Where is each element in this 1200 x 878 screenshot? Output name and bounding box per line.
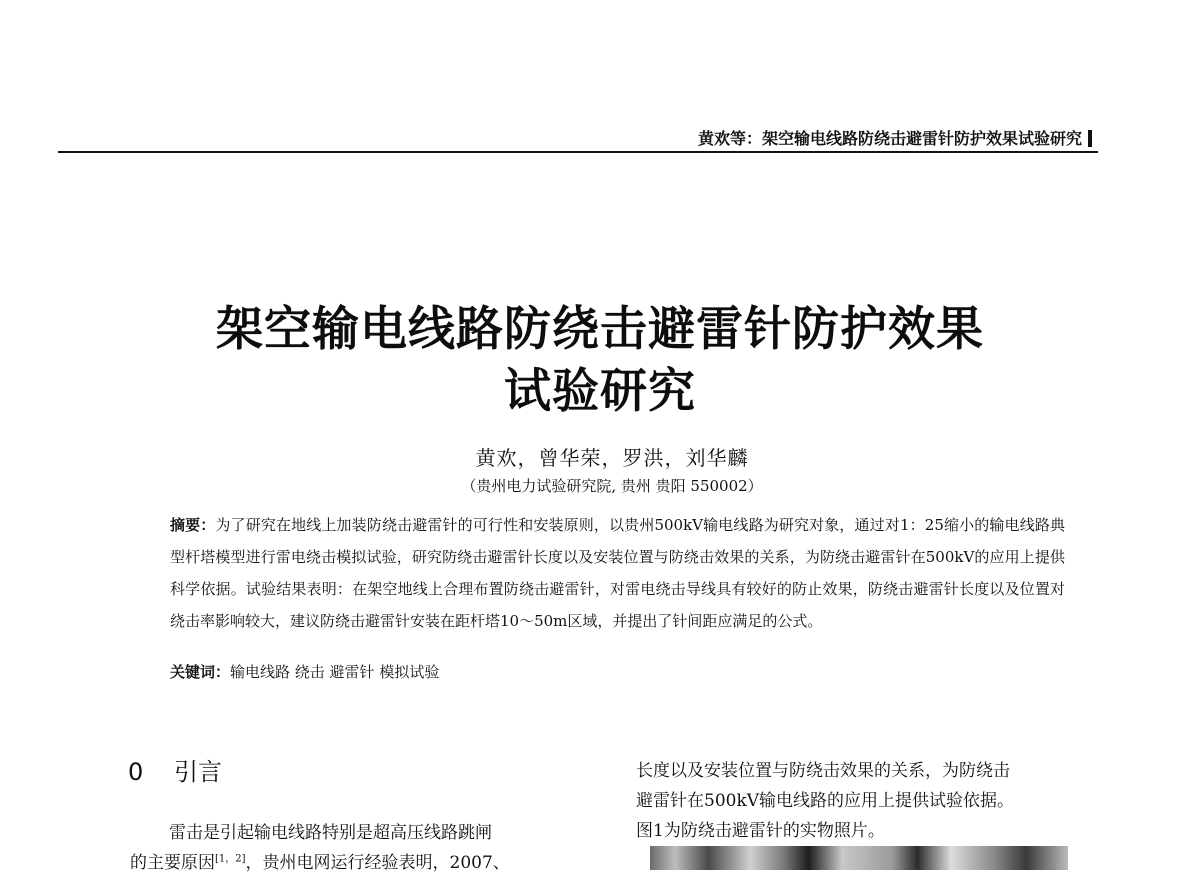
section-number: 0 (128, 758, 144, 786)
paper-title-line-1: 架空输电线路防绕击避雷针防护效果 (216, 302, 984, 357)
running-head-text: 黄欢等：架空输电线路防绕击避雷针防护效果试验研究 (697, 129, 1082, 148)
section-heading (128, 755, 222, 789)
figure-1-photo (650, 846, 1068, 870)
left-column-line: 雷击是引起输电线路特别是超高压线路跳闸 (169, 823, 492, 843)
keywords (170, 661, 439, 683)
abstract-text: 为了研究在地线上加装防绕击避雷针的可行性和安装原则，以贵州500kV输电线路为研究对象，通过对1：25缩小的输电线路典型杆塔模型进行雷电绕击模拟试验，研究防绕击避雷针长度以及安装位置与防绕击效果的关系，为防绕击避雷针在500kV的应用上提供科学依据。试验结果表明：在架空地线上合理布置防绕击避雷针，对雷电绕击导线具有较好的防止效果，防绕击避雷针长度以及位置对绕击率影响较大，建议防绕击避雷针安装在距杆塔10～50m区域，并提出了针间距应满足的公式。 (170, 516, 1065, 630)
section-title: 引言 (174, 758, 222, 786)
keywords-label: 关键词： (170, 663, 231, 681)
left-column (130, 818, 590, 878)
affiliation: （贵州电力试验研究院, 贵州 贵阳 550002） (461, 477, 763, 495)
header-rule (58, 151, 1098, 153)
paper-title-line-2: 试验研究 (504, 364, 696, 419)
citation: [1，2] (215, 853, 246, 865)
abstract-label: 摘要： (170, 516, 216, 534)
right-column-line: 避雷针在500kV输电线路的应用上提供试验依据。 (636, 791, 1015, 811)
right-column (636, 756, 1096, 846)
left-column-text: 的主要原因 (130, 853, 215, 873)
running-head-bar (1088, 130, 1092, 147)
right-column-line: 图1为防绕击避雷针的实物照片。 (636, 821, 885, 841)
keywords-text: 输电线路 绕击 避雷针 模拟试验 (230, 663, 440, 681)
author-list: 黄欢，曾华荣，罗洪，刘华麟 (475, 446, 749, 470)
abstract (170, 509, 1065, 637)
left-column-line (130, 848, 590, 878)
running-head (698, 126, 1092, 149)
left-column-text: ，贵州电网运行经验表明，2007、 (245, 853, 510, 873)
right-column-line: 长度以及安装位置与防绕击效果的关系，为防绕击 (636, 761, 1010, 781)
